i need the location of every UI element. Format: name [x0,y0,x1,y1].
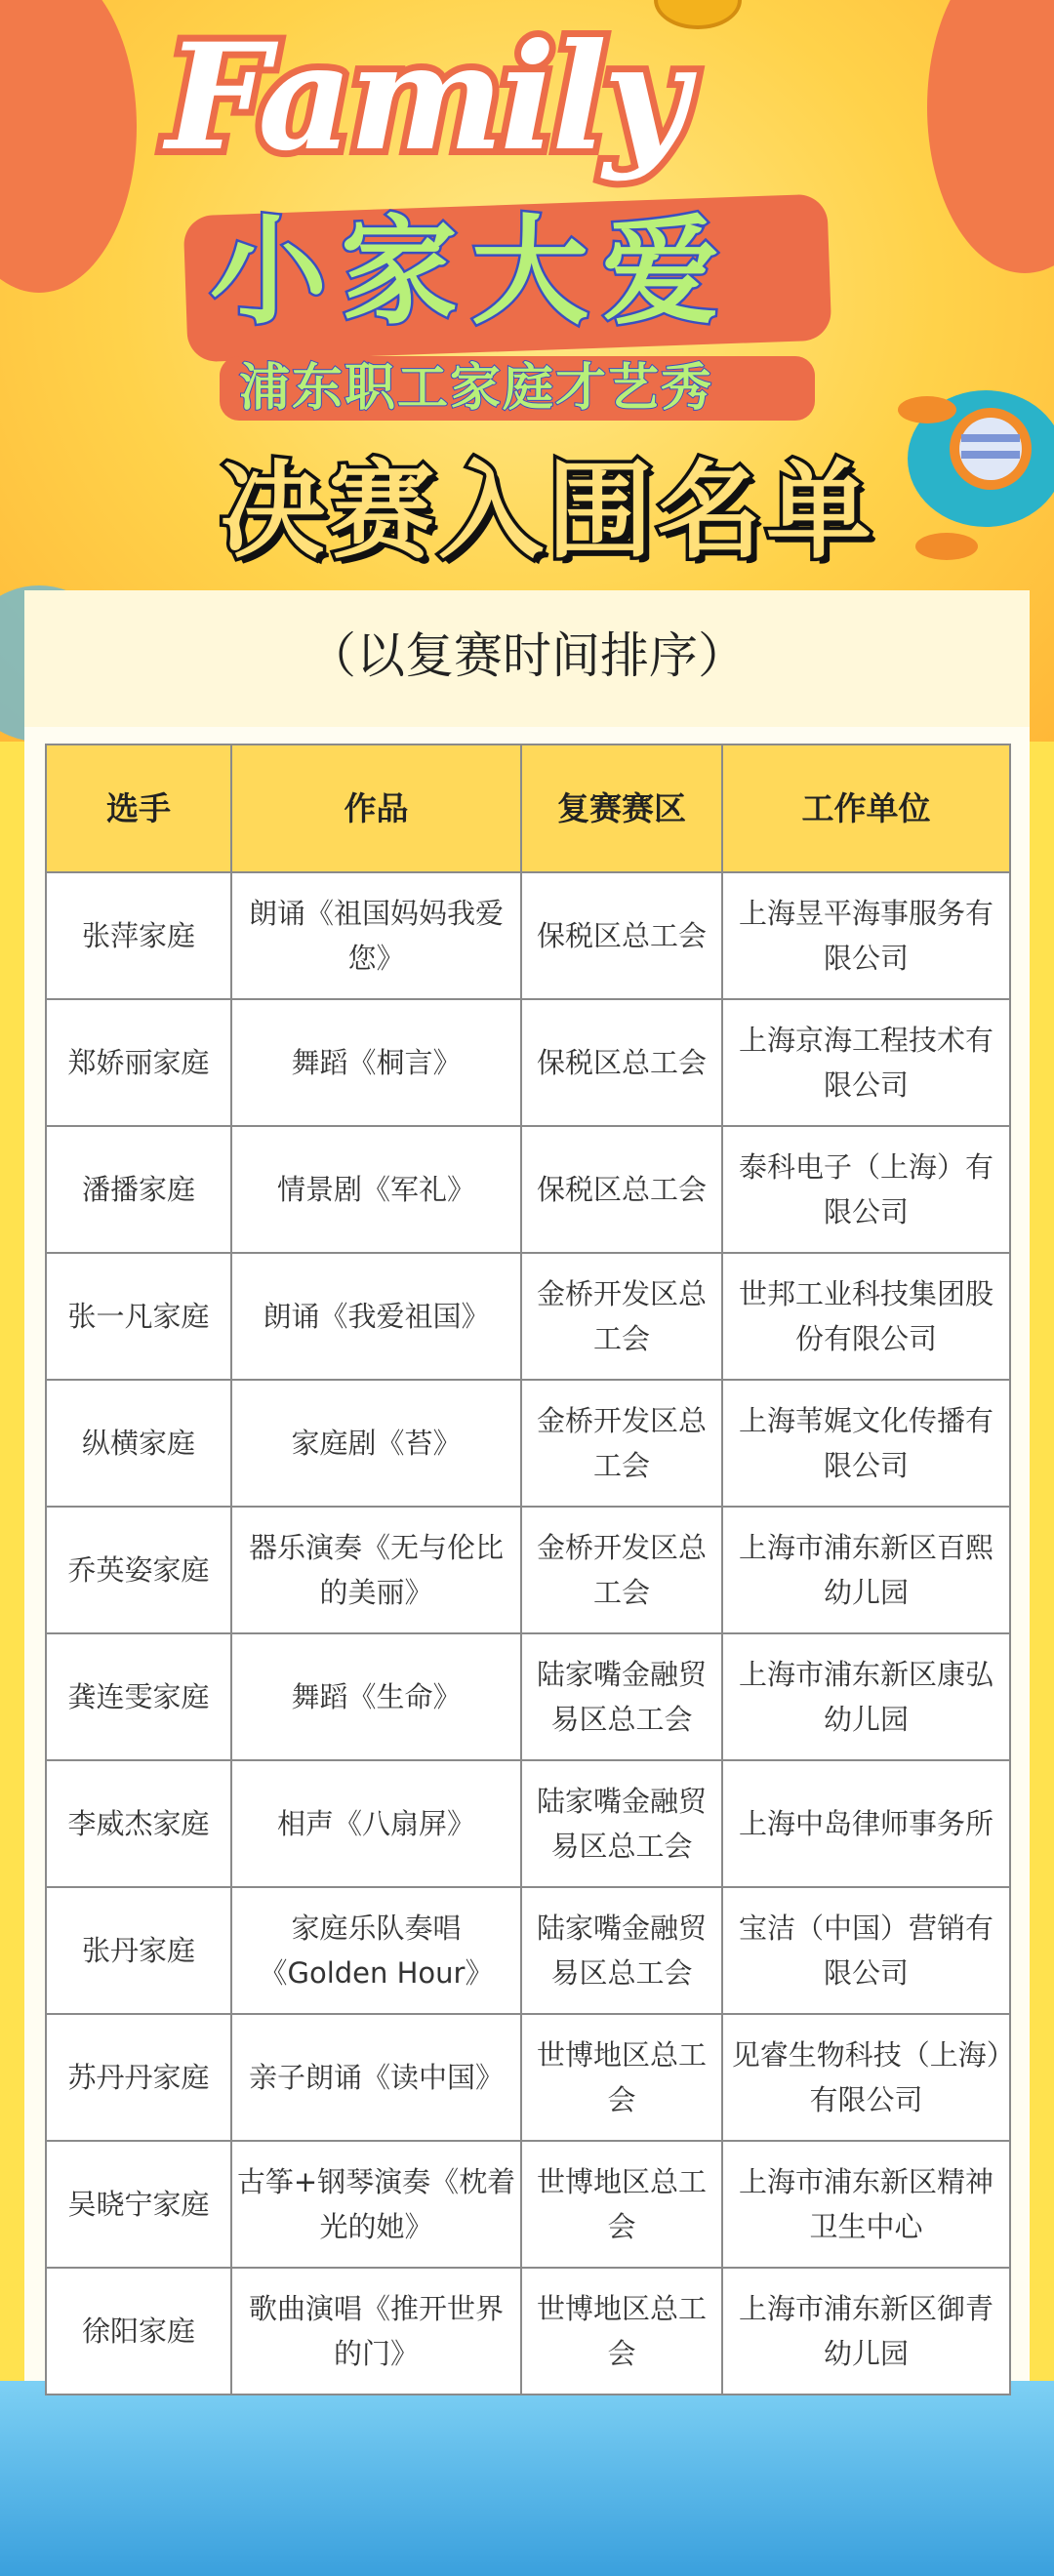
table-row [46,1887,1010,2014]
cell-work: 朗诵《我爱祖国》 [231,1253,521,1380]
header-contestant: 选手 [46,745,231,872]
wave-decoration-bottom [0,2381,1054,2576]
rocket-icon [888,381,1054,576]
table-row [46,2014,1010,2141]
main-title: 小家大爱 [210,205,733,341]
cell-employer: 泰科电子（上海）有限公司 [722,1126,1010,1253]
cell-contestant: 徐阳家庭 [46,2268,231,2395]
cell-region: 世博地区总工会 [521,2141,722,2268]
subtitle: 浦东职工家庭才艺秀 [239,359,714,418]
cell-work: 家庭乐队奏唱《Golden Hour》 [231,1887,521,2014]
cell-work: 舞蹈《生命》 [231,1633,521,1760]
cell-employer: 上海京海工程技术有限公司 [722,999,1010,1126]
cell-region: 金桥开发区总工会 [521,1507,722,1633]
table-header-row [46,745,1010,872]
cell-contestant: 苏丹丹家庭 [46,2014,231,2141]
cell-region: 陆家嘴金融贸易区总工会 [521,1887,722,2014]
cell-employer: 上海市浦东新区精神卫生中心 [722,2141,1010,2268]
cell-contestant: 潘播家庭 [46,1126,231,1253]
cell-contestant: 龚连雯家庭 [46,1633,231,1760]
cell-employer: 上海苇娓文化传播有限公司 [722,1380,1010,1507]
cell-employer: 宝洁（中国）营销有限公司 [722,1887,1010,2014]
cell-employer: 见睿生物科技（上海）有限公司 [722,2014,1010,2141]
cell-work: 器乐演奏《无与伦比的美丽》 [231,1507,521,1633]
table-row [46,872,1010,999]
sort-note: （以复赛时间排序） [307,627,747,684]
cell-region: 金桥开发区总工会 [521,1253,722,1380]
cell-work: 相声《八扇屏》 [231,1760,521,1887]
cell-work: 亲子朗诵《读中国》 [231,2014,521,2141]
table-row [46,1380,1010,1507]
cell-work: 舞蹈《桐言》 [231,999,521,1126]
cell-employer: 上海昱平海事服务有限公司 [722,872,1010,999]
cell-region: 保税区总工会 [521,999,722,1126]
cell-region: 陆家嘴金融贸易区总工会 [521,1760,722,1887]
cell-employer: 上海中岛律师事务所 [722,1760,1010,1887]
cell-employer: 上海市浦东新区康弘幼儿园 [722,1633,1010,1760]
cell-region: 保税区总工会 [521,872,722,999]
finalist-table [45,744,1011,2395]
cell-contestant: 张萍家庭 [46,872,231,999]
table-row [46,1633,1010,1760]
table-row [46,1760,1010,1887]
cell-contestant: 乔英姿家庭 [46,1507,231,1633]
cell-contestant: 纵横家庭 [46,1380,231,1507]
table-row [46,2268,1010,2395]
cell-employer: 世邦工业科技集团股份有限公司 [722,1253,1010,1380]
cell-contestant: 张一凡家庭 [46,1253,231,1380]
cell-work: 歌曲演唱《推开世界的门》 [231,2268,521,2395]
family-logo-word: Family [166,12,685,183]
table-row [46,2141,1010,2268]
cell-work: 朗诵《祖国妈妈我爱您》 [231,872,521,999]
orange-balloon-right [927,0,1054,273]
header-employer: 工作单位 [722,745,1010,872]
table-row [46,999,1010,1126]
cell-work: 古筝+钢琴演奏《枕着光的她》 [231,2141,521,2268]
table-row [46,1126,1010,1253]
cell-work: 情景剧《军礼》 [231,1126,521,1253]
list-title: 决赛入围名单 [220,451,876,573]
cell-work: 家庭剧《苔》 [231,1380,521,1507]
cell-employer: 上海市浦东新区御青幼儿园 [722,2268,1010,2395]
cell-region: 世博地区总工会 [521,2014,722,2141]
cell-employer: 上海市浦东新区百熙幼儿园 [722,1507,1010,1633]
cell-contestant: 李威杰家庭 [46,1760,231,1887]
table-row [46,1507,1010,1633]
table-row [46,1253,1010,1380]
header-work: 作品 [231,745,521,872]
cell-contestant: 吴晓宁家庭 [46,2141,231,2268]
cell-region: 保税区总工会 [521,1126,722,1253]
cell-contestant: 张丹家庭 [46,1887,231,2014]
orange-balloon-left [0,0,137,293]
cell-region: 金桥开发区总工会 [521,1380,722,1507]
cell-region: 陆家嘴金融贸易区总工会 [521,1633,722,1760]
cell-contestant: 郑娇丽家庭 [46,999,231,1126]
cell-region: 世博地区总工会 [521,2268,722,2395]
header-region: 复赛赛区 [521,745,722,872]
